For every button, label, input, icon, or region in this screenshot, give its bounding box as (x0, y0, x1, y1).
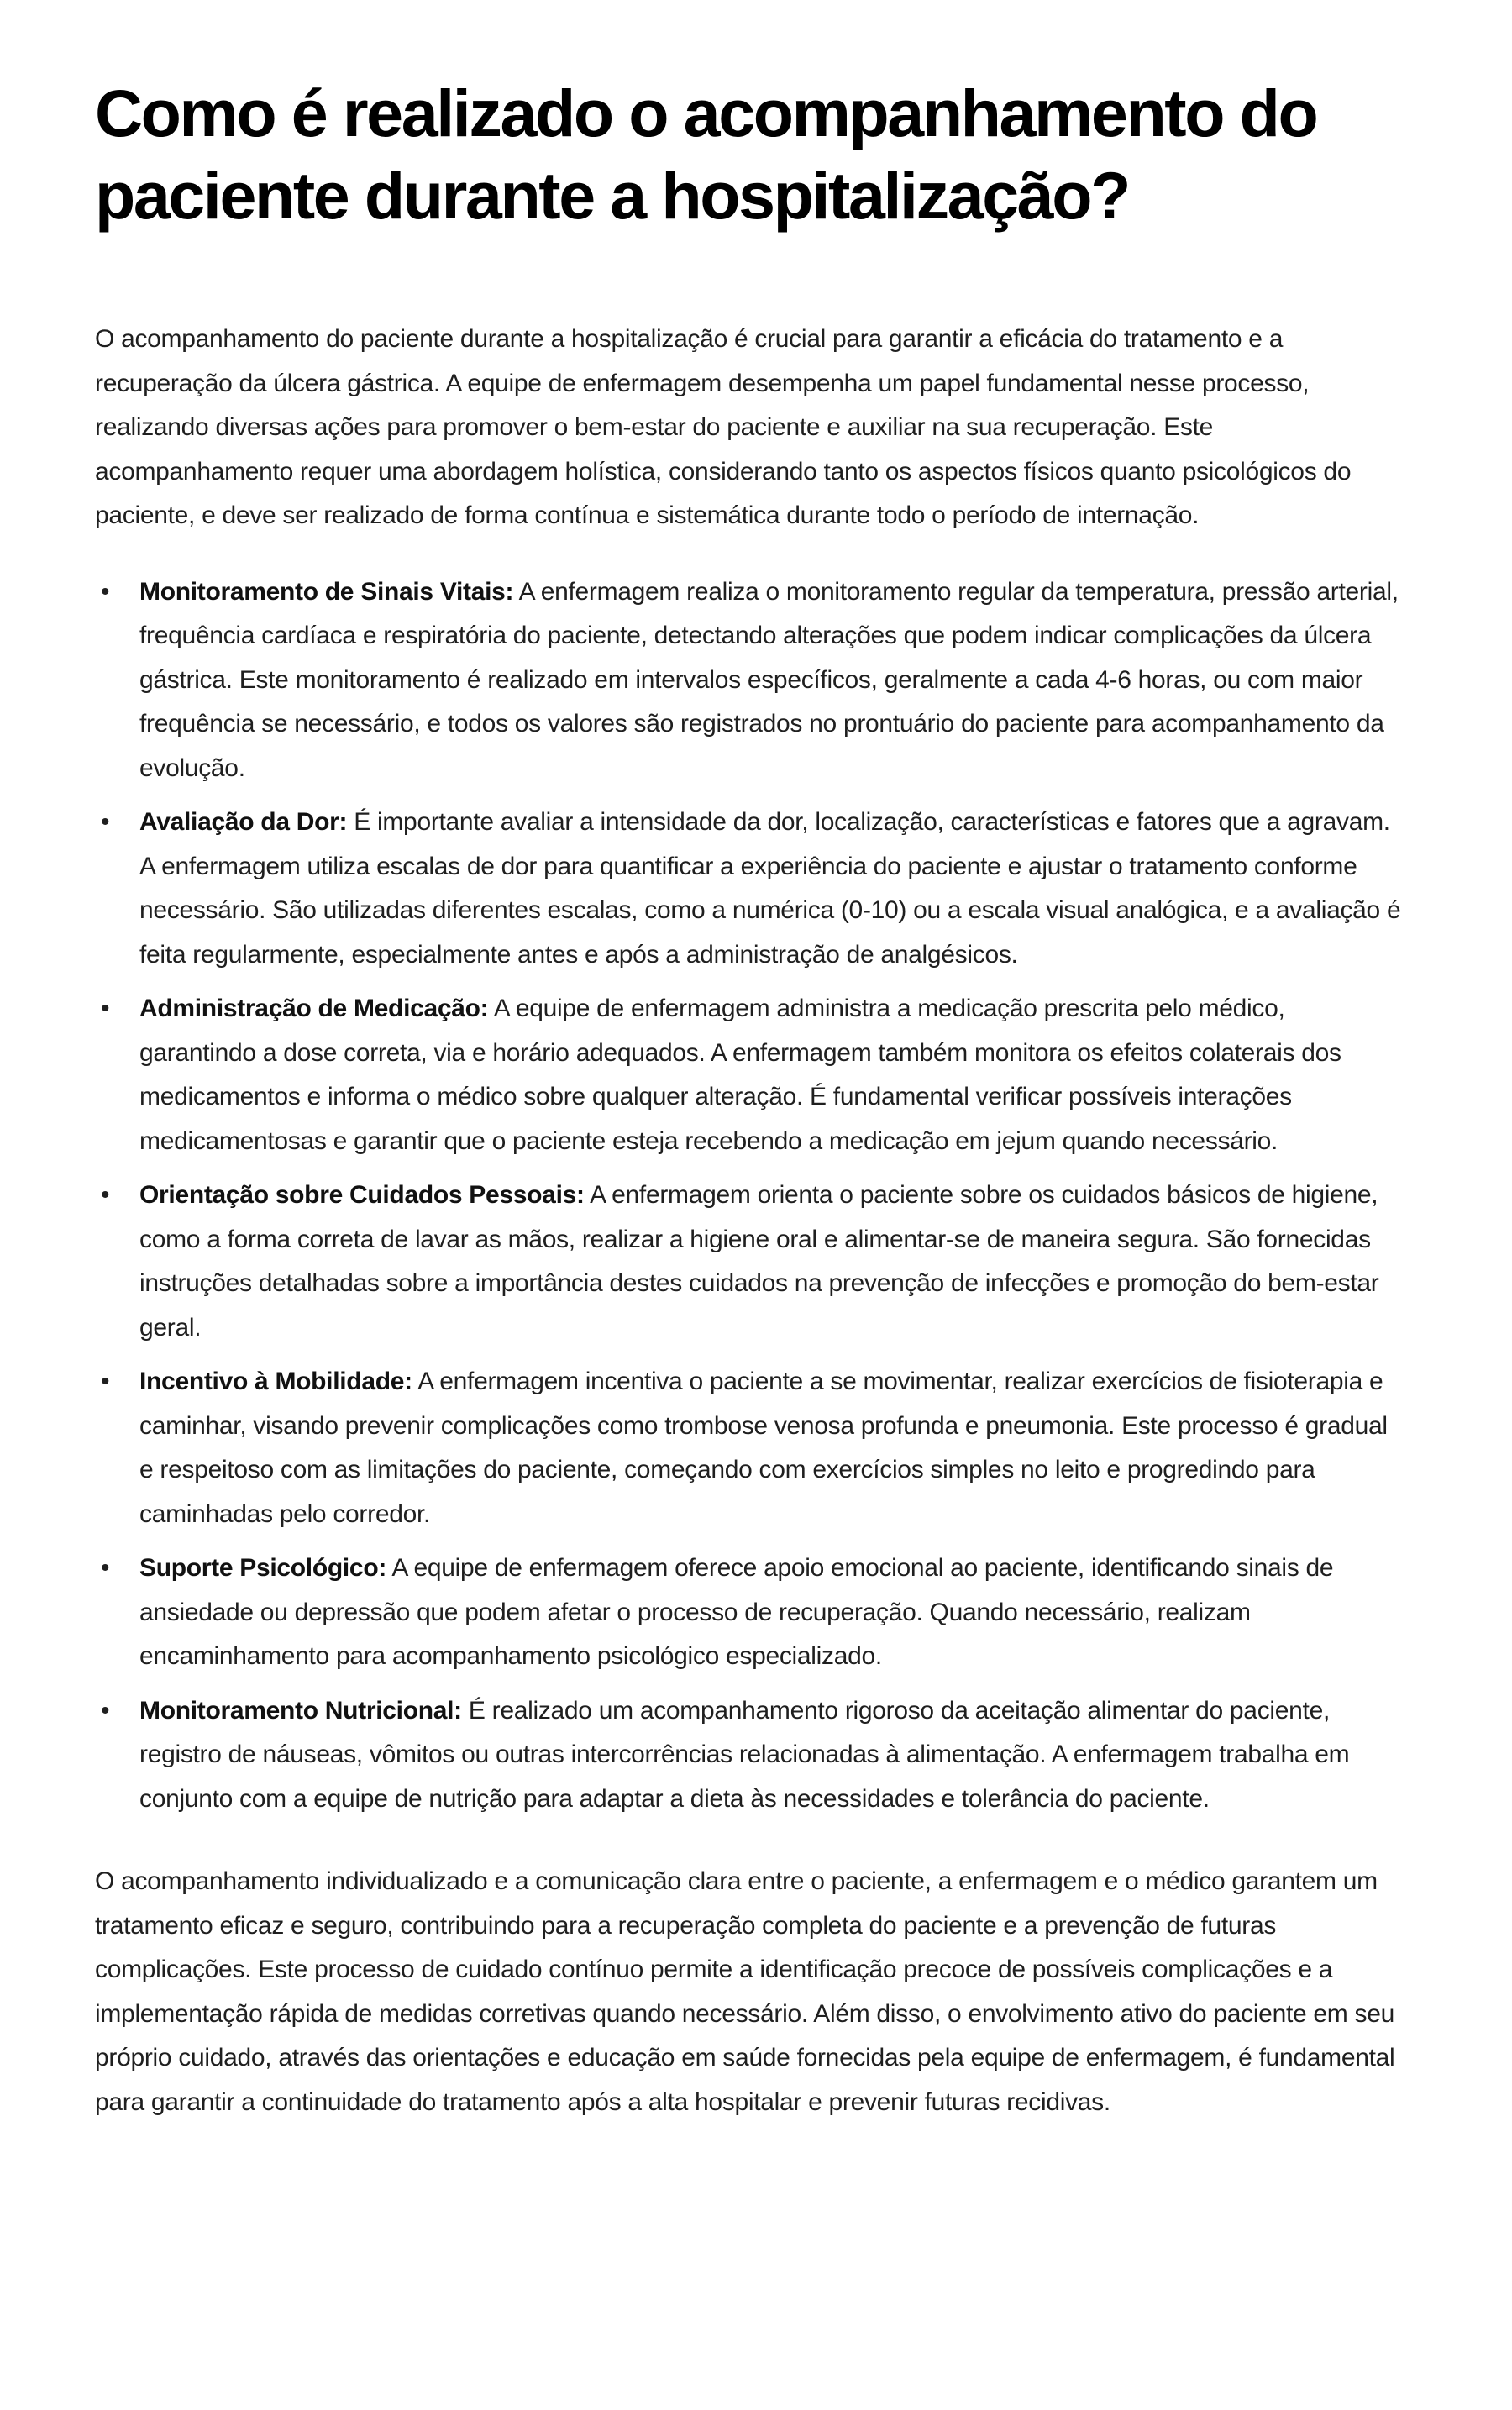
list-item (101, 1173, 1405, 1350)
list-item-text: A enfermagem orienta o paciente sobre os cuidados básicos de higiene, como a forma correta de lavar as mãos, realizar a higiene oral e alimentar-se de maneira segura. São fornecidas instruções detalhadas sobre a importância destes cuidados na prevenção de infecções e promoção do bem-estar geral. (139, 1181, 1379, 1342)
list-item-text: A equipe de enfermagem administra a medicação prescrita pelo médico, garantindo a dose correta, via e horário adequados. A enfermagem também monitora os efeitos colaterais dos medicamentos e informa o médico sobre qualquer alteração. É fundamental verificar possíveis interações medicamentosas e garantir que o paciente esteja recebendo a medicação em jejum quando necessário. (139, 995, 1341, 1155)
list-item-label: Avaliação da Dor: (139, 808, 348, 836)
list-item-label: Suporte Psicológico: (139, 1554, 387, 1582)
list-item-label: Incentivo à Mobilidade: (139, 1368, 412, 1395)
list-item-label: Orientação sobre Cuidados Pessoais: (139, 1181, 585, 1209)
list-item-label: Monitoramento de Sinais Vitais: (139, 577, 514, 606)
page-title: Como é realizado o acompanhamento do paciente durante a hospitalização? (95, 76, 1317, 233)
list-item-text: É importante avaliar a intensidade da dor, localização, características e fatores que a agravam. A enfermagem utiliza escalas de dor para quantificar a experiência do paciente e ajustar o tratamento conforme necessário. São utilizadas diferentes escalas, como a numérica (0-10) ou a escala visual analógica, e a avaliação é feita regularmente, especialmente antes e após a administração de analgésicos. (139, 808, 1401, 969)
list-item-text: A equipe de enfermagem oferece apoio emocional ao paciente, identificando sinais de ansiedade ou depressão que podem afetar o processo de recuperação. Quando necessário, realizam encaminhamento para acompanhamento psicológico especializado. (139, 1554, 1334, 1670)
list-item-label: Administração de Medicação: (139, 995, 489, 1022)
list-item (101, 1546, 1405, 1679)
list-item (101, 1360, 1405, 1536)
list-item (101, 570, 1405, 791)
list-item (101, 987, 1405, 1163)
list-item (101, 1689, 1405, 1822)
bullet-icon: • (101, 577, 110, 606)
list-item (101, 801, 1405, 977)
article (95, 72, 1405, 2124)
list-item-label: Monitoramento Nutricional: (139, 1696, 462, 1725)
list-item-text: A enfermagem realiza o monitoramento regular da temperatura, pressão arterial, frequência cardíaca e respiratória do paciente, detectando alterações que podem indicar complicações da úlcera gástrica. Este monitoramento é realizado em intervalos específicos, geralmente a cada 4-6 horas, ou com maior frequência se necessário, e todos os valores são registrados no prontuário do paciente para acompanhamento da evolução. (139, 577, 1399, 782)
conclusion-paragraph: O acompanhamento individualizado e a comunicação clara entre o paciente, a enfermagem e o médico garantem um tratamento eficaz e seguro, contribuindo para a recuperação completa do paciente e a prevenção de futuras complicações. Este processo de cuidado contínuo permite a identificação precoce de possíveis complicações e a implementação rápida de medidas corretivas quando necessário. Além disso, o envolvimento ativo do paciente em seu próprio cuidado, através das orientações e educação em saúde fornecidas pela equipe de enfermagem, é fundamental para garantir a continuidade do tratamento após a alta hospitalar e prevenir futuras recidivas. (95, 1867, 1395, 2116)
bullet-icon: • (101, 1181, 110, 1209)
list-item-text: A enfermagem incentiva o paciente a se movimentar, realizar exercícios de fisioterapia e caminhar, visando prevenir complicações como trombose venosa profunda e pneumonia. Este processo é gradual e respeitoso com as limitações do paciente, começando com exercícios simples no leito e progredindo para caminhadas pelo corredor. (139, 1368, 1388, 1528)
bullet-icon: • (101, 808, 110, 836)
list-item-text: É realizado um acompanhamento rigoroso da aceitação alimentar do paciente, registro de náuseas, vômitos ou outras intercorrências relacionadas à alimentação. A enfermagem trabalha em conjunto com a equipe de nutrição para adaptar a dieta às necessidades e tolerância do paciente. (139, 1696, 1350, 1813)
bullet-icon: • (101, 1696, 110, 1725)
intro-paragraph: O acompanhamento do paciente durante a hospitalização é crucial para garantir a eficácia do tratamento e a recuperação da úlcera gástrica. A equipe de enfermagem desempenha um papel fundamental nesse processo, realizando diversas ações para promover o bem-estar do paciente e auxiliar na sua recuperação. Este acompanhamento requer uma abordagem holística, considerando tanto os aspectos físicos quanto psicológicos do paciente, e deve ser realizado de forma contínua e sistemática durante todo o período de internação. (95, 325, 1352, 529)
bullet-icon: • (101, 1554, 110, 1582)
bullet-icon: • (101, 1368, 110, 1395)
care-list (95, 570, 1405, 1822)
bullet-icon: • (101, 995, 110, 1022)
